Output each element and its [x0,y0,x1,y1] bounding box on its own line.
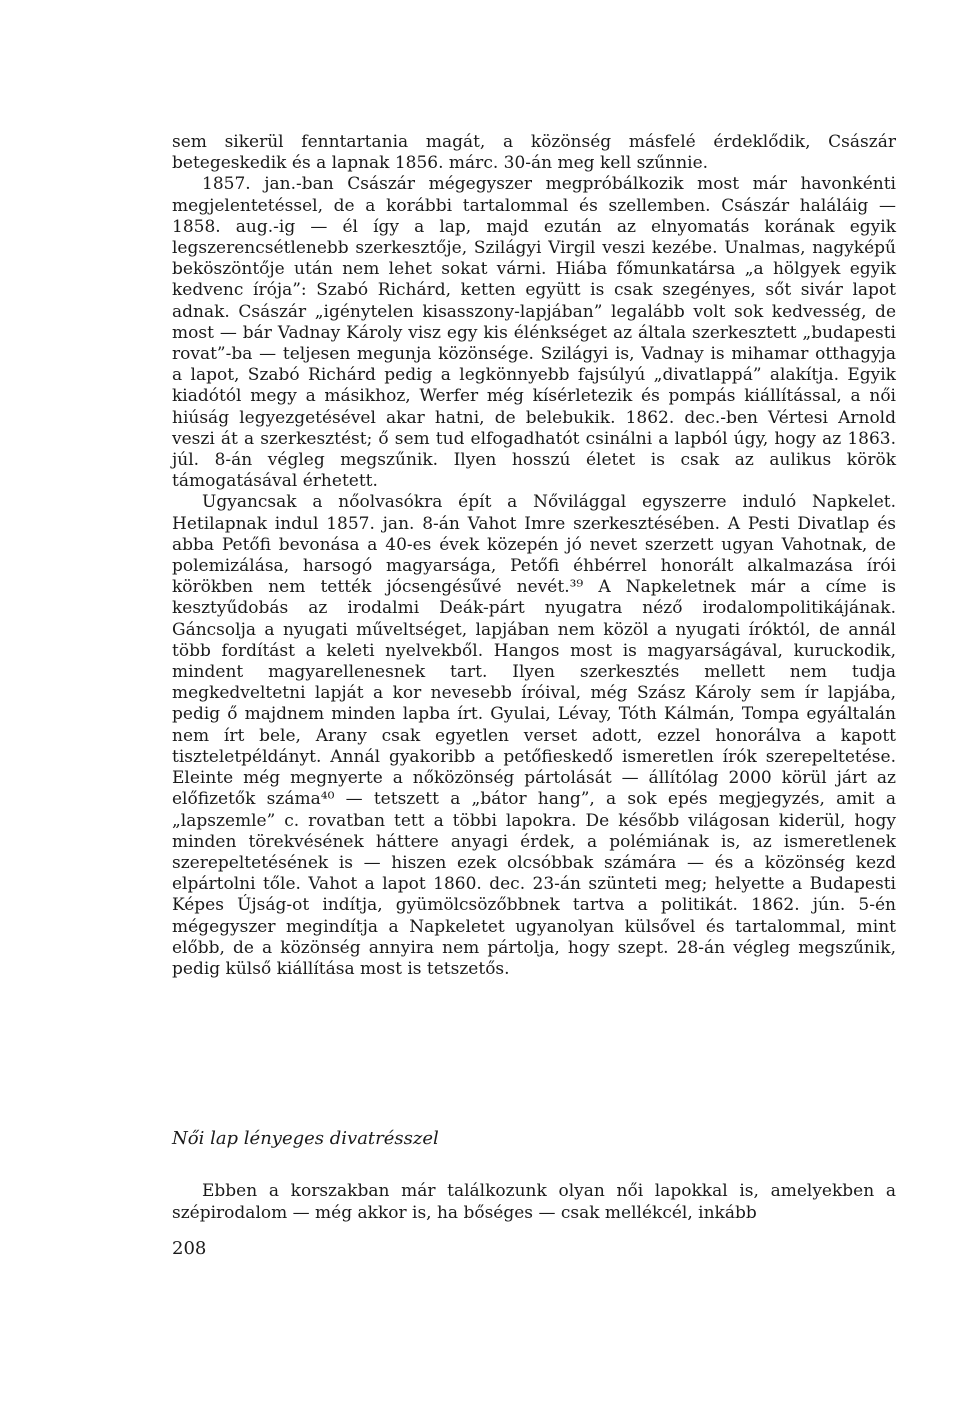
section-paragraph: Ebben a korszakban már találkozunk olyan női lapokkal is, amelyekben a szépirodalom — még akkor is, ha bőséges — csak mellékcél, inkább [172,1181,896,1223]
page-number: 208 [172,1238,207,1259]
paragraph-2: 1857. jan.-ban Császár mégegyszer megpróbálkozik most már havonkénti megjelentetéssel, de a korábbi tartalommal és szellemben. Császár haláláig — 1858. aug.-ig — él így a lap, majd ezután az elnyomatás korának egyik legszerencsétlenebb szerkesztője, Szilágyi Virgil veszi kezébe. Unalmas, nagyképű beköszöntője után nem lehet sokat várni. Hiába főmunkatársa „a hölgyek egyik kedvenc írója”: Szabó Richárd, ketten együtt is csak szegényes, sőt sivár lapot adnak. Császár „igénytelen kisasszony-lapjában” legalább volt sok kedvesség, de most — bár Vadnay Károly visz egy kis élénkséget az általa szerkesztett „budapesti rovat”-ba — teljesen megunja közönsége. Szilágyi is, Vadnay is mihamar otthagyja a lapot, Szabó Richárd pedig a legkönnyebb fajsúlyú „divatlappá” alakítja. Egyik kiadótól megy a másikhoz, Werfer még kísérletezik és pompás kiállítással, a női hiúság legyezgetésével akar hatni, de belebukik. 1862. dec.-ben Vértesi Arnold veszi át a szerkesztést; ő sem tud elfogadhatót csinálni a lapból úgy, hogy az 1863. júl. 8-án végleg megszűnik. Ilyen hosszú életet is csak az aulikus körök támogatásával érhetett. [172,174,896,492]
body-text [172,132,896,980]
paragraph-1: sem sikerül fenntartania magát, a közönség másfelé érdeklődik, Császár betegeskedik és a lapnak 1856. márc. 30-án meg kell szűnnie. [172,132,896,174]
section-text [172,1180,896,1224]
section-heading: Női lap lényeges divatrésszel [172,1128,439,1149]
paragraph-3: Ugyancsak a nőolvasókra épít a Nővilággal egyszerre induló Napkelet. Hetilapnak indul 1857. jan. 8-án Vahot Imre szerkesztésében. A Pesti Divatlap és abba Petőfi bevonása a 40-es évek közepén jó nevet szerzett ugyan Vahotnak, de polemizálása, harsogó magyarsága, Petőfi éhbérrel honorált alkalmazása írói körökben nem tették jócsengésűvé nevét.³⁹ A Napkeletnek már a címe is kesztyűdobás az irodalmi Deák-párt nyugatra néző irodalompolitikájának. Gáncsolja a nyugati műveltséget, lapjában nem közöl a nyugati íróktól, de annál több fordítást a keleti nyelvekből. Hangos most is magyarságával, kuruckodik, mindent magyarellenesnek tart. Ilyen szerkesztés mellett nem tudja megkedveltetni lapját a kor nevesebb íróival, még Szász Károly sem ír lapjába, pedig ő majdnem minden lapba írt. Gyulai, Lévay, Tóth Kálmán, Tompa egyáltalán nem írt bele, Arany csak egyetlen verset adott, ezzel honorálva a kapott tiszteletpéldányt. Annál gyakoribb a petőfieskedő ismeretlen írók szerepeltetése. Eleinte még megnyerte a nőközönség pártolását — állítólag 2000 körül járt az előfizetők száma⁴⁰ — tetszett a „bátor hang”, a sok epés megjegyzés, amit a „lapszemle” c. rovatban tett a többi lapokra. De később világosan kiderül, hogy minden törekvésének háttere anyagi érdek, a polémiának is, az ismeretlenek szerepeltetésének is — hiszen ezek olcsóbbak számára — és a közönség kezd elpártolni tőle. Vahot a lapot 1860. dec. 23-án szünteti meg; helyette a Budapesti Képes Újság-ot indítja, gyümölcsözőbbnek tartva a politikát. 1862. jún. 5-én mégegyszer megindítja a Napkeletet ugyanolyan külsővel és tartalommal, mint előbb, de a közönség annyira nem pártolja, hogy szept. 28-án végleg megszűnik, pedig külső kiállítása most is tetszetős. [172,492,896,979]
